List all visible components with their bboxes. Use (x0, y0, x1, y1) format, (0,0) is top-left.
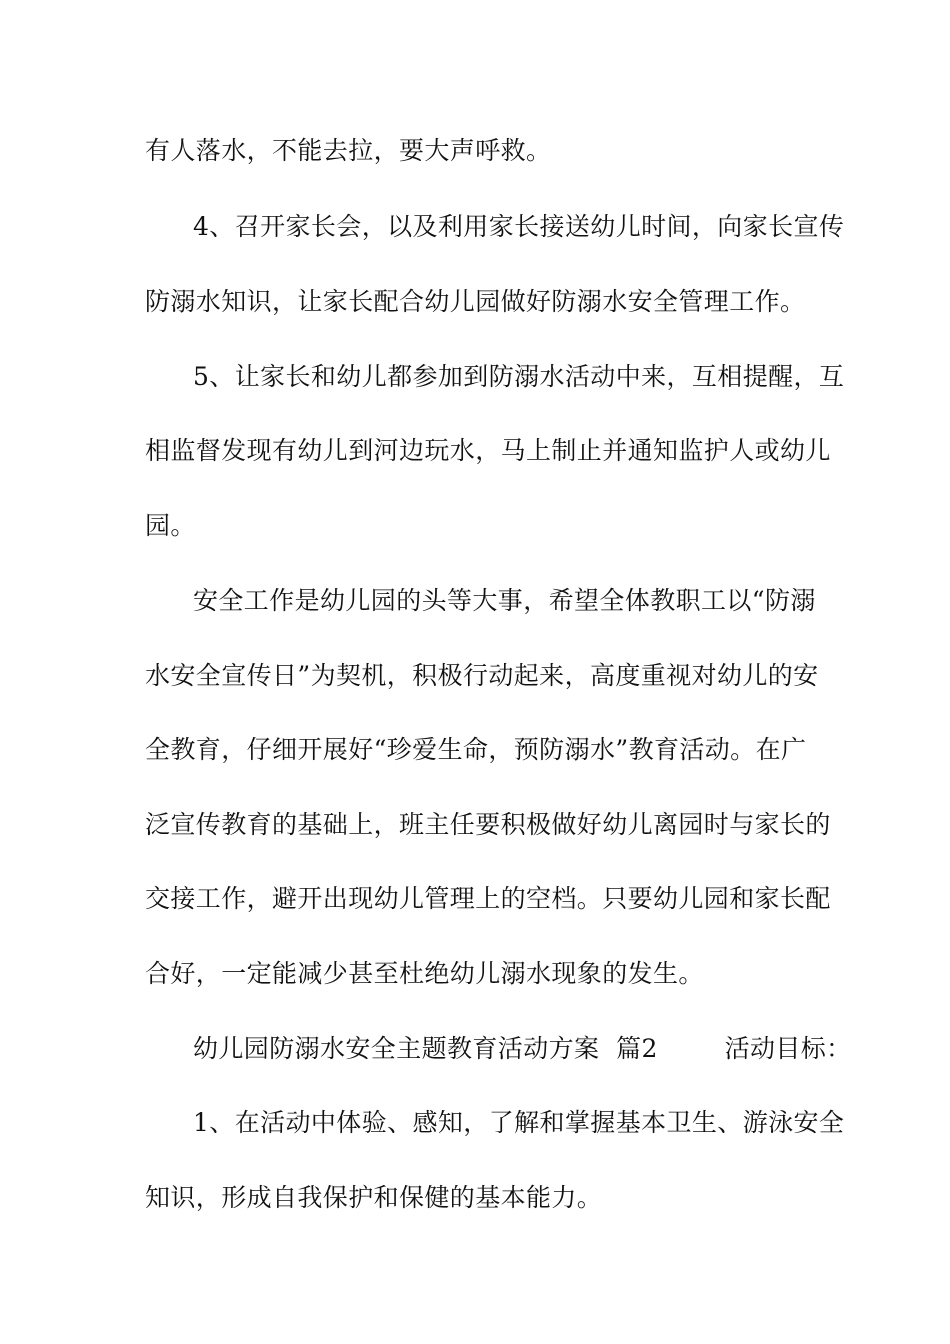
text-line: 1、在活动中体验、感知，了解和掌握基本卫生、游泳安全 (193, 1108, 845, 1137)
text-line: 防溺水知识，让家长配合幼儿园做好防溺水安全管理工作。 (145, 287, 806, 316)
text-line: 知识，形成自我保护和保健的基本能力。 (145, 1183, 603, 1212)
text-line: 泛宣传教育的基础上，班主任要积极做好幼儿离园时与家长的 (145, 810, 831, 839)
text-line: 相监督发现有幼儿到河边玩水，马上制止并通知监护人或幼儿 (145, 436, 831, 465)
text-line: 园。 (145, 511, 196, 540)
text-line: 交接工作，避开出现幼儿管理上的空档。只要幼儿园和家长配 (145, 884, 831, 913)
text-line: 有人落水，不能去拉，要大声呼救。 (145, 136, 552, 165)
section-heading: 幼儿园防溺水安全主题教育活动方案 篇2 活动目标： (193, 1034, 852, 1063)
text-line: 4、召开家长会，以及利用家长接送幼儿时间，向家长宣传 (193, 212, 845, 241)
text-line: 安全工作是幼儿园的头等大事，希望全体教职工以“防溺 (193, 586, 816, 615)
text-line: 合好，一定能减少甚至杜绝幼儿溺水现象的发生。 (145, 959, 704, 988)
text-line: 水安全宣传日”为契机，积极行动起来，高度重视对幼儿的安 (145, 661, 819, 690)
text-line: 5、让家长和幼儿都参加到防溺水活动中来，互相提醒，互 (193, 362, 845, 391)
text-line: 全教育，仔细开展好“珍爱生命，预防溺水”教育活动。在广 (145, 735, 807, 764)
